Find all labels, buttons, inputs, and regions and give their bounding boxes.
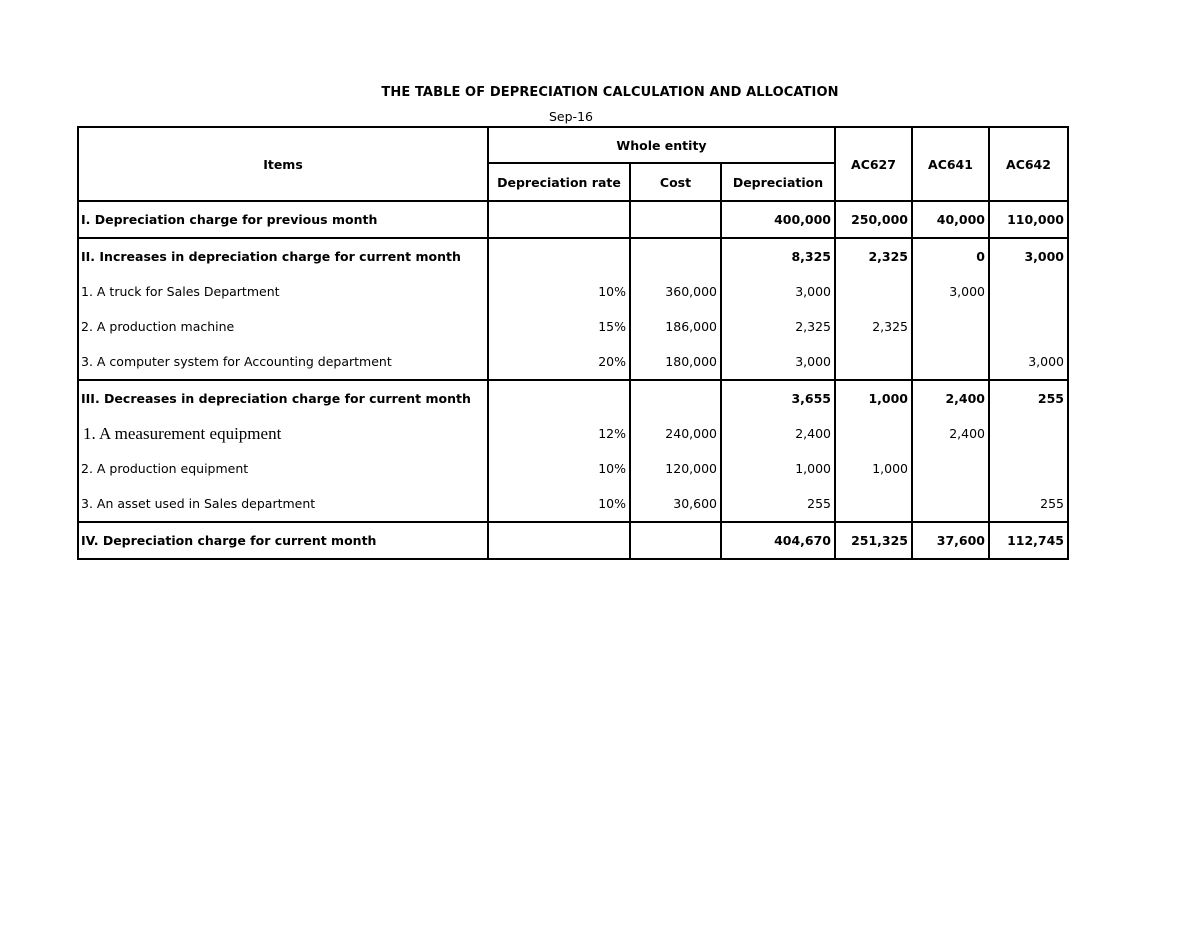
header-cost: Cost <box>630 163 721 201</box>
row-ac642: 255 <box>989 380 1068 416</box>
table-row <box>78 344 1068 380</box>
row-item: I. Depreciation charge for previous month <box>78 201 488 238</box>
row-ac641 <box>912 451 989 486</box>
row-cost <box>630 522 721 559</box>
row-ac641: 37,600 <box>912 522 989 559</box>
row-rate: 10% <box>488 274 630 309</box>
table-row <box>78 451 1068 486</box>
row-ac627: 250,000 <box>835 201 912 238</box>
row-item: II. Increases in depreciation charge for current month <box>78 238 488 274</box>
row-cost: 30,600 <box>630 486 721 522</box>
row-ac627 <box>835 416 912 451</box>
row-cost: 360,000 <box>630 274 721 309</box>
row-ac641 <box>912 486 989 522</box>
table-row <box>78 522 1068 559</box>
row-item: 3. An asset used in Sales department <box>78 486 488 522</box>
row-cost: 120,000 <box>630 451 721 486</box>
row-ac641 <box>912 309 989 344</box>
row-rate: 12% <box>488 416 630 451</box>
row-rate <box>488 522 630 559</box>
row-ac641 <box>912 344 989 380</box>
row-ac627: 2,325 <box>835 238 912 274</box>
depreciation-table <box>77 126 1069 560</box>
row-item: 1. A measurement equipment <box>78 416 488 451</box>
row-ac627: 1,000 <box>835 451 912 486</box>
row-ac642 <box>989 451 1068 486</box>
row-cost: 240,000 <box>630 416 721 451</box>
row-cost <box>630 201 721 238</box>
row-ac642: 110,000 <box>989 201 1068 238</box>
header-depreciation-rate: Depreciation rate <box>488 163 630 201</box>
row-cost <box>630 238 721 274</box>
table-row <box>78 309 1068 344</box>
row-ac627: 1,000 <box>835 380 912 416</box>
header-ac642: AC642 <box>989 127 1068 201</box>
row-depreciation: 255 <box>721 486 835 522</box>
row-depreciation: 3,000 <box>721 344 835 380</box>
row-ac641: 2,400 <box>912 380 989 416</box>
row-cost: 180,000 <box>630 344 721 380</box>
row-ac641: 3,000 <box>912 274 989 309</box>
row-ac641: 40,000 <box>912 201 989 238</box>
row-depreciation: 2,325 <box>721 309 835 344</box>
header-items: Items <box>78 127 488 201</box>
row-item: IV. Depreciation charge for current month <box>78 522 488 559</box>
row-depreciation: 404,670 <box>721 522 835 559</box>
row-ac642 <box>989 416 1068 451</box>
row-rate <box>488 380 630 416</box>
row-rate: 10% <box>488 451 630 486</box>
row-ac627 <box>835 344 912 380</box>
row-item: 2. A production machine <box>78 309 488 344</box>
row-ac642: 3,000 <box>989 344 1068 380</box>
row-ac642: 112,745 <box>989 522 1068 559</box>
row-ac642 <box>989 274 1068 309</box>
row-ac641: 2,400 <box>912 416 989 451</box>
table-row <box>78 380 1068 416</box>
row-cost: 186,000 <box>630 309 721 344</box>
row-ac627 <box>835 274 912 309</box>
row-item: 1. A truck for Sales Department <box>78 274 488 309</box>
row-ac642: 255 <box>989 486 1068 522</box>
row-ac627: 251,325 <box>835 522 912 559</box>
table-title: THE TABLE OF DEPRECIATION CALCULATION AND ALLOCATION <box>381 85 839 100</box>
row-ac642 <box>989 309 1068 344</box>
row-rate: 20% <box>488 344 630 380</box>
row-depreciation: 400,000 <box>721 201 835 238</box>
row-rate: 10% <box>488 486 630 522</box>
table-row <box>78 201 1068 238</box>
row-item: III. Decreases in depreciation charge for current month <box>78 380 488 416</box>
header-ac641: AC641 <box>912 127 989 201</box>
row-ac627 <box>835 486 912 522</box>
row-rate: 15% <box>488 309 630 344</box>
table-row <box>78 238 1068 274</box>
row-item: 3. A computer system for Accounting department <box>78 344 488 380</box>
period-label: Sep-16 <box>549 109 593 124</box>
row-depreciation: 3,000 <box>721 274 835 309</box>
row-item: 2. A production equipment <box>78 451 488 486</box>
row-ac627: 2,325 <box>835 309 912 344</box>
table-row <box>78 274 1068 309</box>
row-depreciation: 1,000 <box>721 451 835 486</box>
row-depreciation: 3,655 <box>721 380 835 416</box>
row-ac641: 0 <box>912 238 989 274</box>
row-depreciation: 2,400 <box>721 416 835 451</box>
header-whole-entity: Whole entity <box>488 127 835 163</box>
header-ac627: AC627 <box>835 127 912 201</box>
row-rate <box>488 201 630 238</box>
table-row <box>78 416 1068 451</box>
row-cost <box>630 380 721 416</box>
row-rate <box>488 238 630 274</box>
header-depreciation: Depreciation <box>721 163 835 201</box>
row-depreciation: 8,325 <box>721 238 835 274</box>
row-ac642: 3,000 <box>989 238 1068 274</box>
table-row <box>78 486 1068 522</box>
